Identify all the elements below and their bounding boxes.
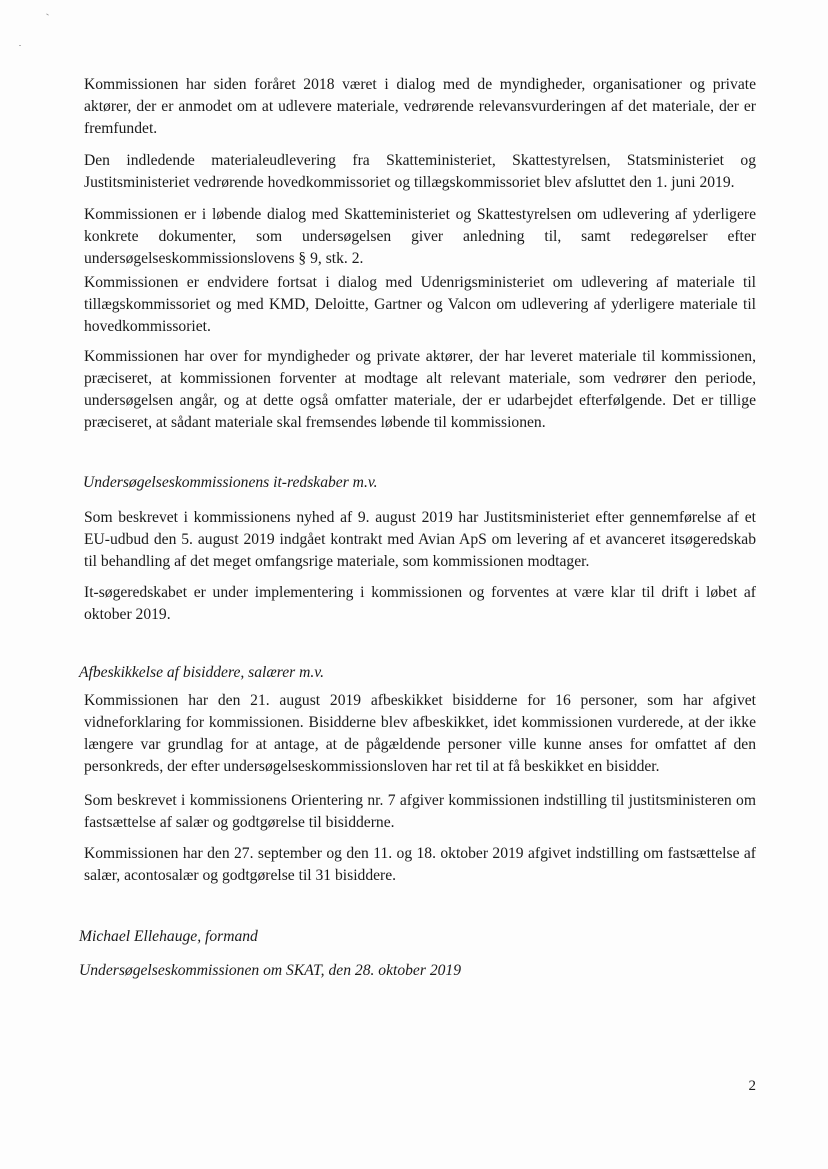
paragraph-it-contract: Som beskrevet i kommissionens nyhed af 9. august 2019 har Justitsministeriet efter gennemførelse af et EU-udbud den 5. august 2019 indgået kontrakt med Avian ApS om levering af et avanceret itsøgeredskab til behandling af det meget omfangsrige materiale, som kommissionen modtager. [84,509,756,570]
page-number: 2 [748,1078,756,1094]
paragraph-foreign-ministry: Kommissionen er endvidere fortsat i dialog med Udenrigsministeriet om udlevering af materiale til tillægskommissoriet og med KMD, Deloitte, Gartner og Valcon om udlevering af yderligere materiale til hovedkommissoriet. [84,274,756,335]
paragraph-ongoing-dialog: Kommissionen er i løbende dialog med Skatteministeriet og Skattestyrelsen om udlevering af yderligere konkrete dokumenter, som undersøgelsen giver anledning til, samt redegørelser efter undersøgelseskommissionslovens § 9, stk. 2. [84,206,756,267]
section-heading-bisiddere: Afbeskikkelse af bisiddere, salærer m.v. [79,664,324,681]
scan-speck [19,45,21,46]
paragraph-dialog-spring-2018: Kommissionen har siden foråret 2018 været i dialog med de myndigheder, organisationer og private aktører, der er anmodet om at udlevere materiale, vedrørende relevansvurderingen af det materiale, der er fremfundet. [84,76,756,137]
paragraph-afbeskikkelse: Kommissionen har den 21. august 2019 afbeskikket bisidderne for 16 personer, som har afgivet vidneforklaring for kommissionen. Bisidderne blev afbeskikket, idet kommissionen vurderede, at der ikke længere var grundlag for at antage, at de pågældende personer ville kunne anses for omfattet af den personkreds, der efter undersøgelseskommissionsloven har ret til at få beskikket en bisidder. [84,692,756,775]
signature-place-date: Undersøgelseskommissionen om SKAT, den 28. oktober 2019 [79,962,462,979]
paragraph-orientering-7: Som beskrevet i kommissionens Orientering nr. 7 afgiver kommissionen indstilling til justitsministeren om fastsættelse af salær og godtgørelse til bisidderne. [84,792,756,831]
paragraph-it-implementation: It-søgeredskabet er under implementering i kommissionen og forventes at være klar til drift i løbet af oktober 2019. [84,584,756,623]
paragraph-material-expectation: Kommissionen har over for myndigheder og private aktører, der har leveret materiale til kommissionen, præciseret, at kommissionen forventer at modtage alt relevant materiale, som vedrører den periode, undersøgelsen angår, og at dette også omfatter materiale, der er udarbejdet efterfølgende. Det er tillige præciseret, at sådant materiale skal fremsendes løbende til kommissionen. [84,348,756,431]
paragraph-indstilling-salaer: Kommissionen har den 27. september og den 11. og 18. oktober 2019 afgivet indstilling om fastsættelse af salær, acontosalær og godtgørelse til 31 bisiddere. [84,845,756,884]
section-heading-it-tools: Undersøgelseskommissionens it-redskaber m.v. [83,474,378,491]
paragraph-initial-delivery: Den indledende materialeudlevering fra Skatteministeriet, Skattestyrelsen, Statsministeriet og Justitsministeriet vedrørende hovedkommissoriet og tillægskommissoriet blev afsluttet den 1. juni 2019. [84,152,756,191]
signature-name: Michael Ellehauge, formand [79,928,258,945]
scan-speck [46,13,49,15]
